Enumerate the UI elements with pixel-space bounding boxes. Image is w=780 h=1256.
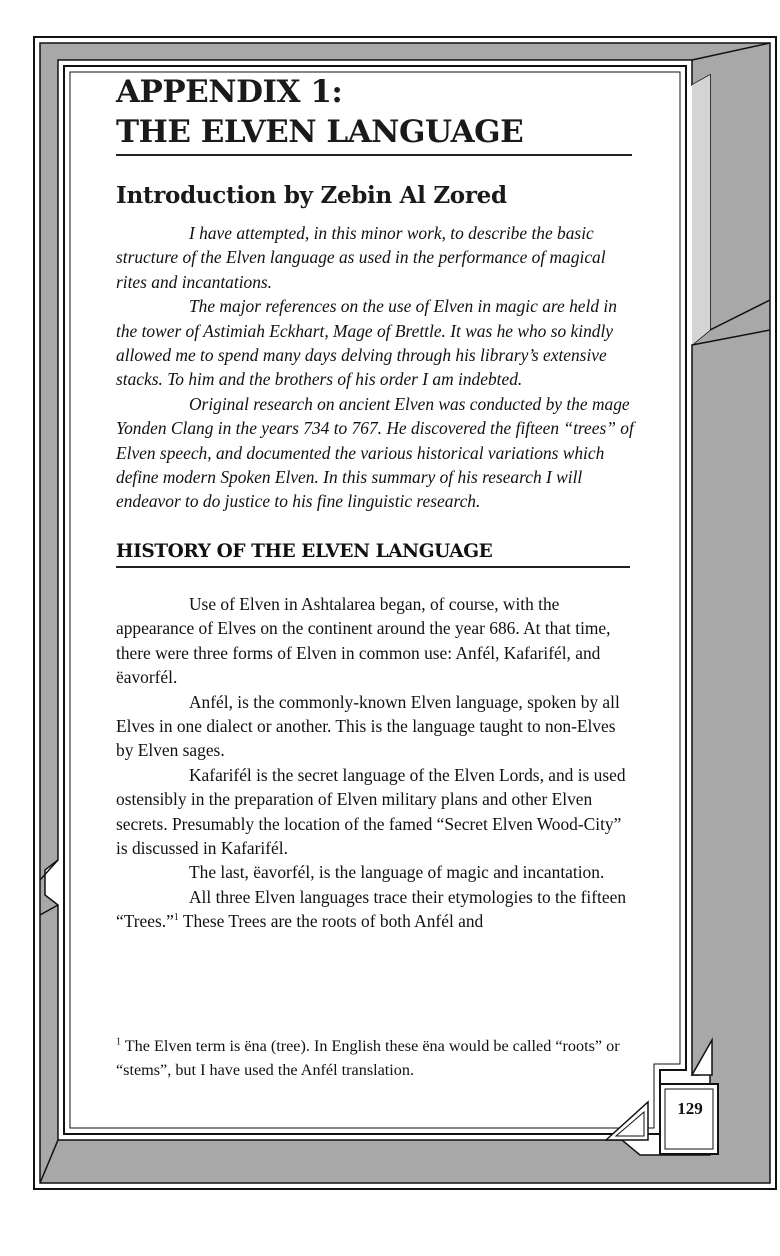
intro-heading: Introduction by Zebin Al Zored — [116, 182, 507, 209]
band-highlight — [692, 75, 710, 345]
history-paragraph-5 — [116, 885, 634, 934]
history-paragraph-2: Anfél, is the commonly-known Elven language, spoken by all Elves in one dialect or another. This is the language taught to non-Elves by Elven sages. — [116, 691, 620, 761]
intro-paragraph-1: I have attempted, in this minor work, to describe the basic structure of the Elven language as used in the performance of magical rites and incantations. — [116, 223, 606, 292]
history-heading: HISTORY OF THE ELVEN LANGUAGE — [116, 540, 493, 562]
page-number: 129 — [677, 1099, 703, 1118]
intro-paragraph-3: Original research on ancient Elven was conducted by the mage Yonden Clang in the years 734 to 767. He discovered the fifteen “trees” of Elven speech, and documented the various historical variations which define modern Spoken Elven. In this summary of his research I will endeavor to do justice to his fine linguistic research. — [116, 393, 634, 512]
footnote-marker: 1 — [116, 1036, 121, 1048]
page-title — [116, 72, 634, 152]
footnote — [116, 1034, 634, 1082]
footnote-reference: 1 — [173, 912, 179, 924]
page-content — [116, 72, 634, 1112]
intro-paragraph-2: The major references on the use of Elven in magic are held in the tower of Astimiah Eckhart, Mage of Brettle. It was he who so kindly allowed me to spend many days delving through his library’s extensive stacks. To him and the brothers of his order I am indebted. — [116, 296, 617, 390]
history-body — [116, 592, 634, 934]
history-underline — [116, 566, 630, 568]
history-paragraph-1: Use of Elven in Ashtalarea began, of course, with the appearance of Elves on the continent around the year 686. At that time, there were three forms of Elven in common use: Anfél, Kafarifél, and ëavorfél. — [116, 593, 611, 688]
history-paragraph-5-end: These Trees are the roots of both Anfél and — [178, 911, 484, 932]
title-underline — [116, 154, 632, 156]
footnote-text: The Elven term is ëna (tree). In English these ëna would be called “roots” or “stems”, but I have used the Anfél translation. — [116, 1037, 620, 1079]
title-line-1: APPENDIX 1: — [116, 74, 343, 110]
history-paragraph-3: Kafarifél is the secret language of the Elven Lords, and is used ostensibly in the preparation of Elven military plans and other Elven secrets. Presumably the location of the famed “Secret Elven Wood-City” is discussed in Kafarifél. — [116, 764, 626, 858]
title-line-2: THE ELVEN LANGUAGE — [116, 114, 524, 150]
history-paragraph-4: The last, ëavorfél, is the language of magic and incantation. — [189, 862, 605, 883]
history-paragraph-5-start: All three Elven languages trace their etymologies to the fifteen “Trees.” — [116, 886, 627, 932]
